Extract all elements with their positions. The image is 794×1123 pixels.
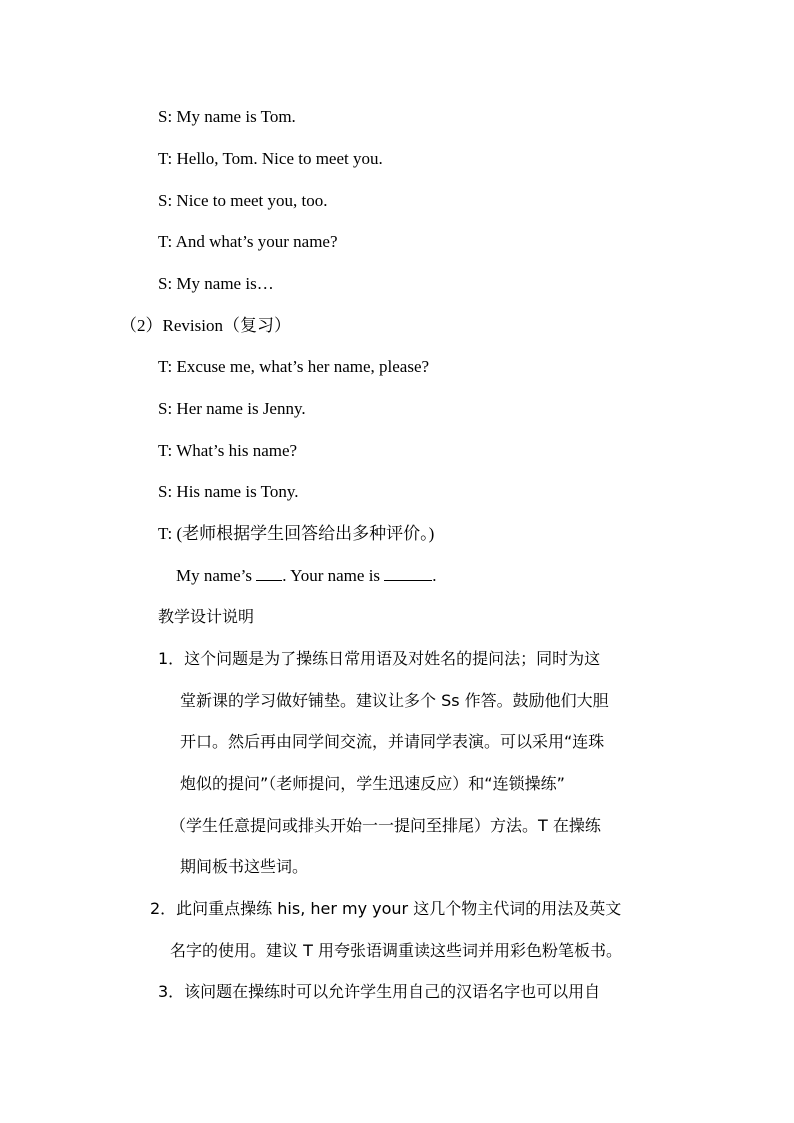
dialogue-line: S: My name is… [158,274,274,293]
dialogue-line: S: His name is Tony. [158,482,299,501]
dialogue-line: T: And what’s your name? [158,232,338,251]
dialogue-line: T: Excuse me, what’s her name, please? [158,357,430,376]
note-line: 期间板书这些词。 [180,857,309,876]
dialogue-line: S: My name is Tom. [158,107,296,126]
dialogue-line: T: What’s his name? [158,441,298,460]
note-line: 炮似的提问”（老师提问，学生迅速反应）和“连锁操练” [180,774,565,793]
dialogue-line: S: Nice to meet you, too. [158,191,328,210]
blank-line [256,566,282,581]
fill-text: . Your name is [282,566,385,585]
note-line: 开口。然后再由同学间交流，并请同学表演。可以采用“连珠 [180,732,605,751]
note-line: 2．此问重点操练 his, her my your 这几个物主代词的用法及英文 [150,899,622,918]
dialogue-line: T: (老师根据学生回答给出多种评价。) [158,524,435,543]
note-line: （学生任意提问或排头开始一一提问至排尾）方法。T 在操练 [170,816,601,835]
note-line: 3．该问题在操练时可以允许学生用自己的汉语名字也可以用自 [158,982,601,1001]
dialogue-line: S: Her name is Jenny. [158,399,306,418]
section-heading: （2）Revision（复习） [120,316,291,335]
fill-text: . [432,566,437,585]
blank-line [384,566,432,581]
dialogue-line: T: Hello, Tom. Nice to meet you. [158,149,383,168]
fill-in-sentence [176,565,437,587]
fill-text: My name’s [176,566,257,585]
design-heading: 教学设计说明 [158,607,255,626]
note-line: 1．这个问题是为了操练日常用语及对姓名的提问法；同时为这 [158,649,601,668]
note-line: 堂新课的学习做好铺垫。建议让多个 Ss 作答。鼓励他们大胆 [180,691,609,710]
note-line: 名字的使用。建议 T 用夸张语调重读这些词并用彩色粉笔板书。 [170,941,622,960]
